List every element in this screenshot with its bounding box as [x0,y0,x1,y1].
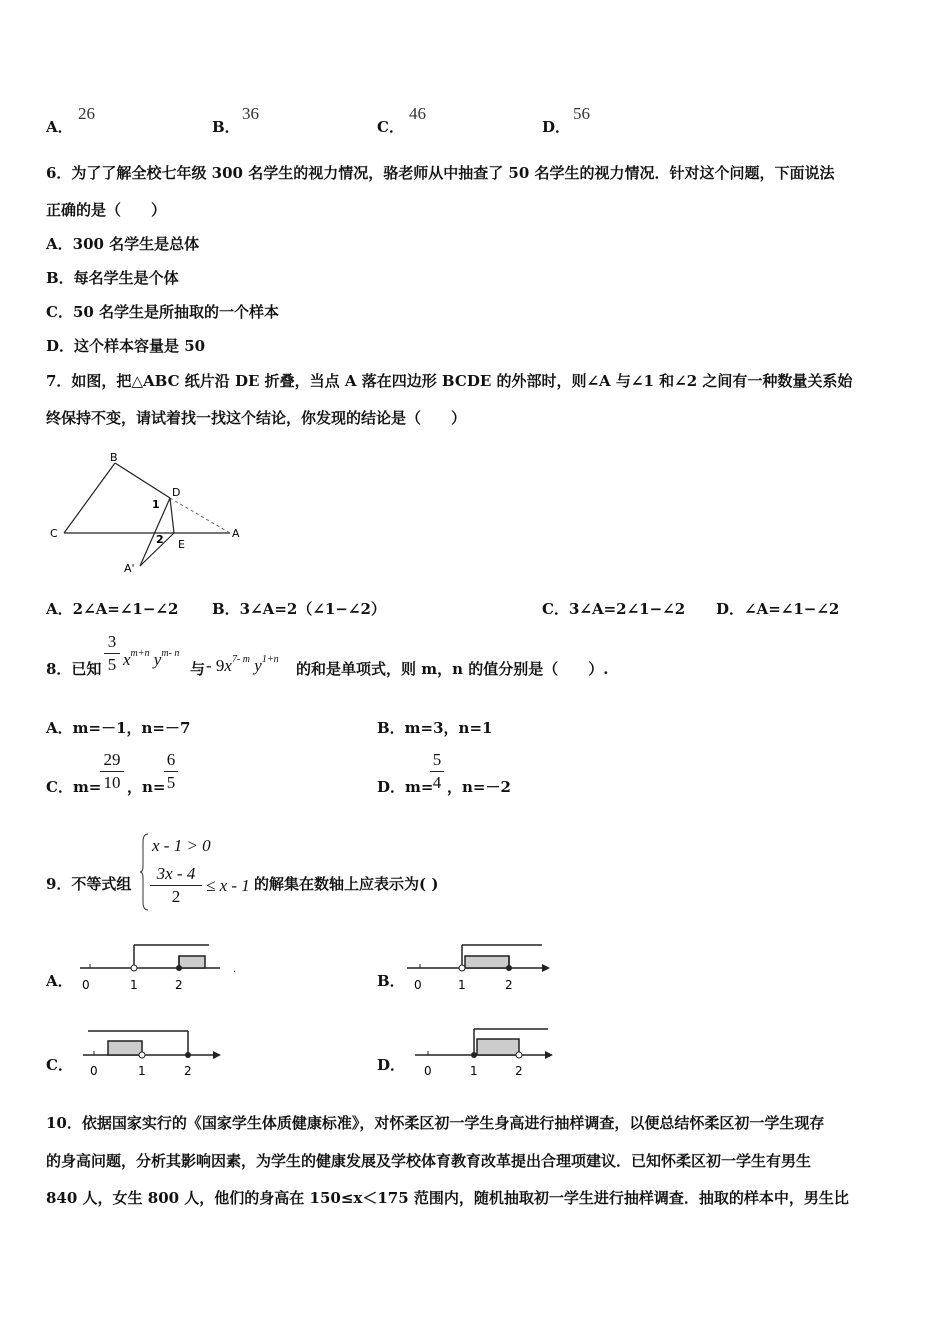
q7-stem-line2: 终保持不变，请试着找一找这个结论，你发现的结论是（ ） [46,409,467,427]
label-a: A [232,527,240,540]
q10-stem-line2: 的身高问题，分析其影响因素，为学生的健康发展及学校体育教育改革提出合理项建议．已知怀柔区初一学生有男生 [46,1152,812,1170]
svg-text:1: 1 [130,978,138,992]
label-a-prime: A' [124,562,135,575]
label-b: B [110,451,118,464]
segment-de [170,498,174,533]
q7-option-c[interactable]: C．3∠A=2∠1−∠2 [542,600,686,618]
q8-mid: 与 [190,660,206,678]
svg-text:0: 0 [82,978,90,992]
label-angle-1: 1 [152,498,160,511]
q8-term2: - $9x^{7- m}$ $y^{1+n}$ [206,654,279,675]
q8-option-a[interactable]: A．m=－1，n=－7 [46,719,191,737]
q6-stem-line1: 6．为了了解全校七年级 300 名学生的视力情况，骆老师从中抽查了 50 名学生的视力情况．针对这个问题，下面说法 [46,164,835,182]
q9-option-a-label[interactable]: A． [46,972,73,990]
q7-stem-line1: 7．如图，把△ABC 纸片沿 DE 折叠，当点 A 落在四边形 BCDE 的外部时，则∠A 与∠1 和∠2 之间有一种数量关系始 [46,372,853,390]
svg-text:1: 1 [470,1064,478,1078]
svg-text:2: 2 [505,978,513,992]
q6-option-c[interactable]: C．50 名学生是所抽取的一个样本 [46,303,280,321]
label-angle-2: 2 [156,533,164,546]
svg-text:2: 2 [175,978,183,992]
svg-text:2: 2 [184,1064,192,1078]
q8-option-c-fraction-n: 6 5 [164,750,178,793]
q7-triangle-figure [40,448,250,578]
q8-suffix: 的和是单项式，则 m，n 的值分别是（ ）. [296,660,609,678]
q5-option-a-value: 26 [78,104,95,123]
q6-option-d[interactable]: D．这个样本容量是 50 [46,337,206,355]
segment-bd [115,463,170,498]
q9-inequality-1: x - 1 > 0 [152,836,211,855]
q9-option-c-number-line[interactable] [78,1025,228,1080]
q8-prefix: 8．已知 [46,660,102,678]
q9-option-b-label[interactable]: B． [377,972,405,990]
q5-option-b-label[interactable]: B． [212,118,240,136]
q9-option-d-number-line[interactable] [410,1025,560,1080]
q10-stem-line3: 840 人，女生 800 人，他们的身高在 150≤x＜175 范围内，随机抽取初一学生进行抽样调查．抽取的样本中，男生比 [46,1189,849,1207]
q6-stem-line2: 正确的是（ ） [46,201,167,219]
q7-option-d[interactable]: D．∠A=∠1−∠2 [716,600,840,618]
svg-text:0: 0 [414,978,422,992]
q5-option-d-value: 56 [573,104,590,123]
q7-option-b[interactable]: B．3∠A=2（∠1−∠2） [212,600,386,618]
svg-text:0: 0 [90,1064,98,1078]
svg-text:.: . [233,964,237,975]
q5-option-c-value: 46 [409,104,426,123]
svg-text:0: 0 [424,1064,432,1078]
svg-text:1: 1 [138,1064,146,1078]
q9-prefix: 9．不等式组 [46,875,132,893]
q5-option-d-label[interactable]: D． [542,118,571,136]
q8-option-d-fraction: 5 4 [430,750,444,793]
label-c: C [50,527,58,540]
svg-text:2: 2 [515,1064,523,1078]
q5-option-c-label[interactable]: C． [377,118,404,136]
svg-text:1: 1 [458,978,466,992]
q6-option-b[interactable]: B．每名学生是个体 [46,269,179,287]
label-e: E [178,538,185,551]
q5-option-b-value: 36 [242,104,259,123]
q6-option-a[interactable]: A．300 名学生是总体 [46,235,200,253]
q9-brace [140,832,150,912]
q8-term1: $x^{m+n}$ $y^{m- n}$ [123,648,180,669]
q9-inequality-2-fraction: 3x - 4 2 [150,864,202,907]
q9-option-c-label[interactable]: C． [46,1056,73,1074]
q9-option-b-number-line[interactable] [402,942,557,997]
q9-option-a-number-line[interactable] [70,942,245,997]
q9-option-d-label[interactable]: D． [377,1056,406,1074]
q9-suffix: 的解集在数轴上应表示为( ) [254,875,439,893]
q9-inequality-2-rhs: ≤ x - 1 [206,876,250,895]
q7-option-a[interactable]: A．2∠A=∠1−∠2 [46,600,179,618]
q8-option-c-fraction-m: 29 10 [100,750,124,793]
dashed-da [170,498,230,533]
segment-cb [64,463,115,533]
q8-option-b[interactable]: B．m=3，n=1 [377,719,493,737]
label-d: D [172,486,181,499]
q5-option-a-label[interactable]: A． [46,118,73,136]
q10-stem-line1: 10．依据国家实行的《国家学生体质健康标准》，对怀柔区初一学生身高进行抽样调查，以便总结怀柔区初一学生现存 [46,1114,825,1132]
q8-fraction-3-5: 3 5 [104,632,120,675]
